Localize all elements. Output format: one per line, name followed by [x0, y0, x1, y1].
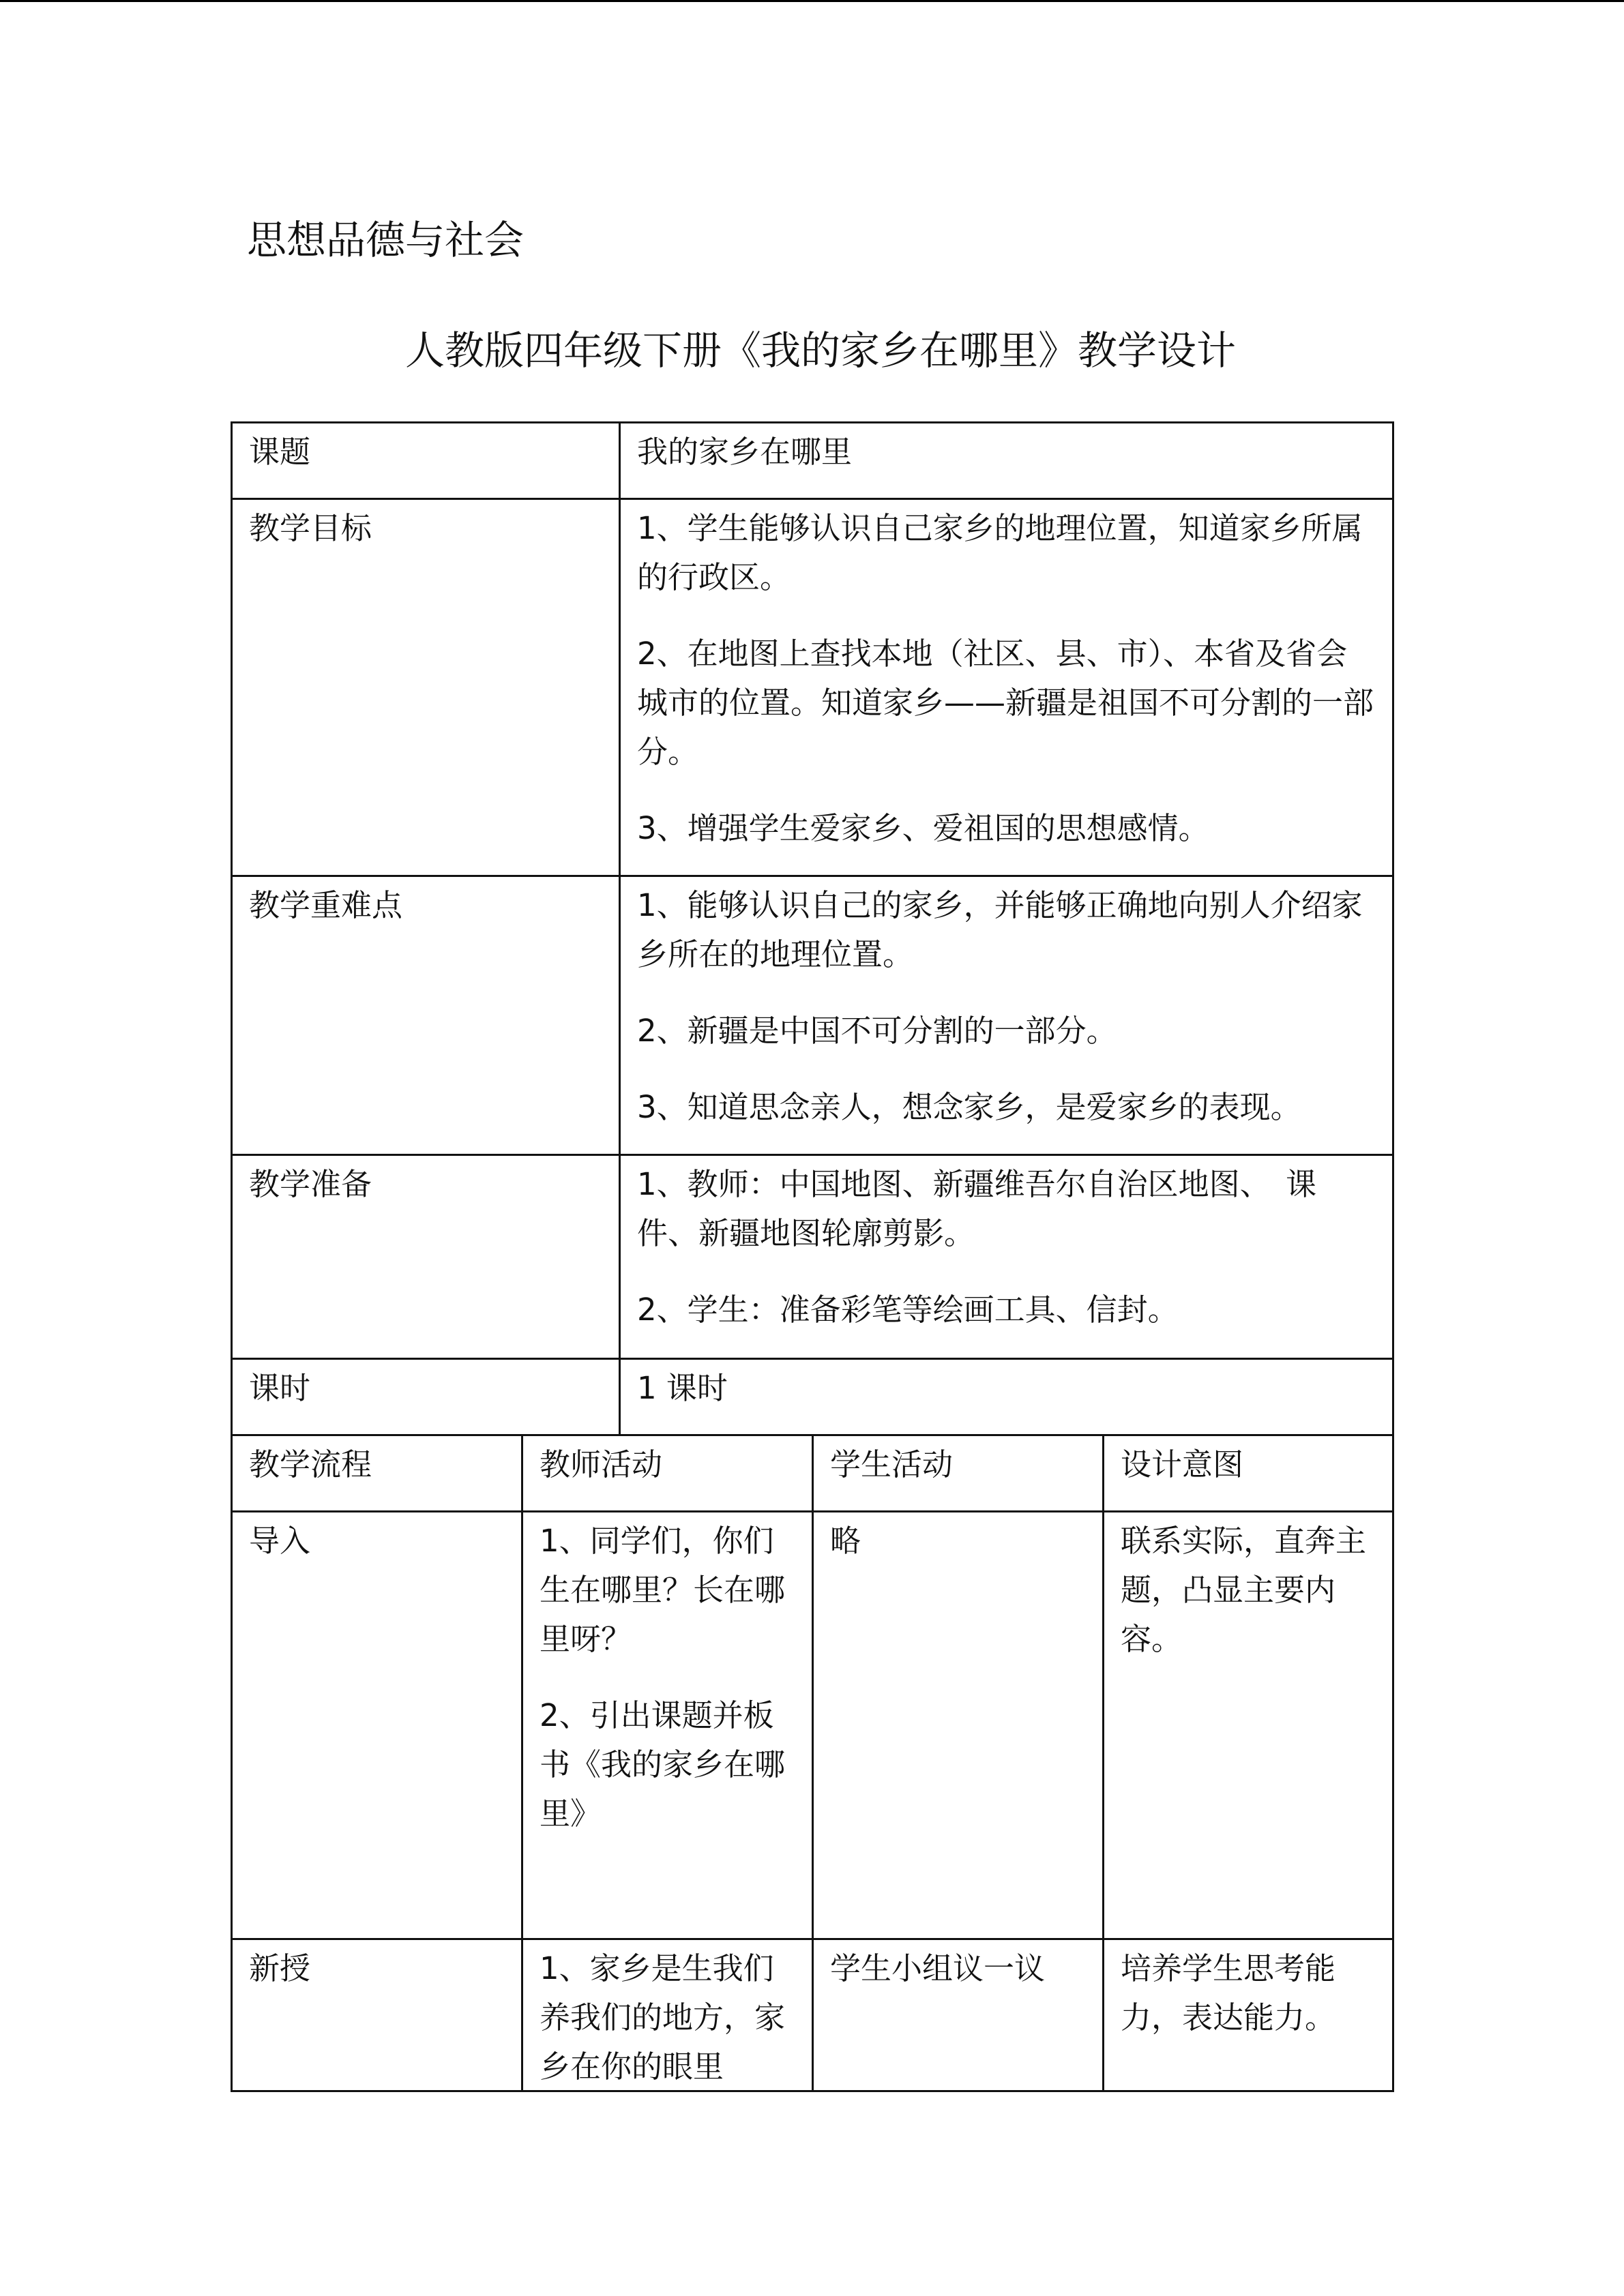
value-topic: 我的家乡在哪里	[619, 421, 1394, 500]
value-hours: 1 课时	[619, 1358, 1394, 1436]
header-student-activity: 学生活动	[812, 1434, 1104, 1512]
teacher-activity-new: 1、家乡是生我们养我们的地方，家乡在你的眼里	[521, 1938, 814, 2092]
value-key-points	[619, 875, 1394, 1156]
key-point-item: 1、能够认识自己的家乡，并能够正确地向别人介绍家乡所在的地理位置。	[637, 887, 1363, 972]
header-teacher-activity: 教师活动	[521, 1434, 814, 1512]
document-title: 人教版四年级下册《我的家乡在哪里》教学设计	[404, 327, 1236, 374]
label-topic: 课题	[231, 421, 621, 500]
objective-item: 1、学生能够认识自己家乡的地理位置，知道家乡所属的行政区。	[637, 510, 1363, 595]
label-key-points: 教学重难点	[231, 875, 621, 1156]
design-intent-new: 培养学生思考能力，表达能力。	[1102, 1938, 1394, 2092]
header-stage: 教学流程	[231, 1434, 523, 1512]
objective-item: 2、在地图上查找本地（社区、县、市）、本省及省会城市的位置。知道家乡——新疆是祖国不可分割的一部分。	[637, 636, 1374, 770]
value-objectives	[619, 498, 1394, 877]
key-point-item: 3、知道思念亲人，想念家乡，是爱家乡的表现。	[637, 1089, 1301, 1125]
key-point-item: 2、新疆是中国不可分割的一部分。	[637, 1013, 1117, 1049]
label-preparation: 教学准备	[231, 1154, 621, 1360]
teacher-activity-item: 2、引出课题并板书《我的家乡在哪里》	[540, 1697, 786, 1832]
header-design-intent: 设计意图	[1102, 1434, 1394, 1512]
teacher-activity-item: 1、同学们，你们生在哪里？长在哪里呀？	[540, 1523, 786, 1657]
objective-item: 3、增强学生爱家乡、爱祖国的思想感情。	[637, 810, 1209, 846]
stage-intro: 导入	[231, 1510, 523, 1940]
student-activity-intro: 略	[812, 1510, 1104, 1940]
stage-new: 新授	[231, 1938, 523, 2092]
preparation-item: 1、教师：中国地图、新疆维吾尔自治区地图、 课件、新疆地图轮廓剪影。	[637, 1166, 1317, 1251]
label-hours: 课时	[231, 1358, 621, 1436]
preparation-item: 2、学生：准备彩笔等绘画工具、信封。	[637, 1292, 1179, 1328]
value-preparation	[619, 1154, 1394, 1360]
top-border-line	[0, 0, 1624, 2]
label-objectives: 教学目标	[231, 498, 621, 877]
subject-heading: 思想品德与社会	[247, 217, 525, 263]
teacher-activity-intro	[521, 1510, 814, 1940]
student-activity-new: 学生小组议一议	[812, 1938, 1104, 2092]
design-intent-intro: 联系实际，直奔主题，凸显主要内容。	[1102, 1510, 1394, 1940]
